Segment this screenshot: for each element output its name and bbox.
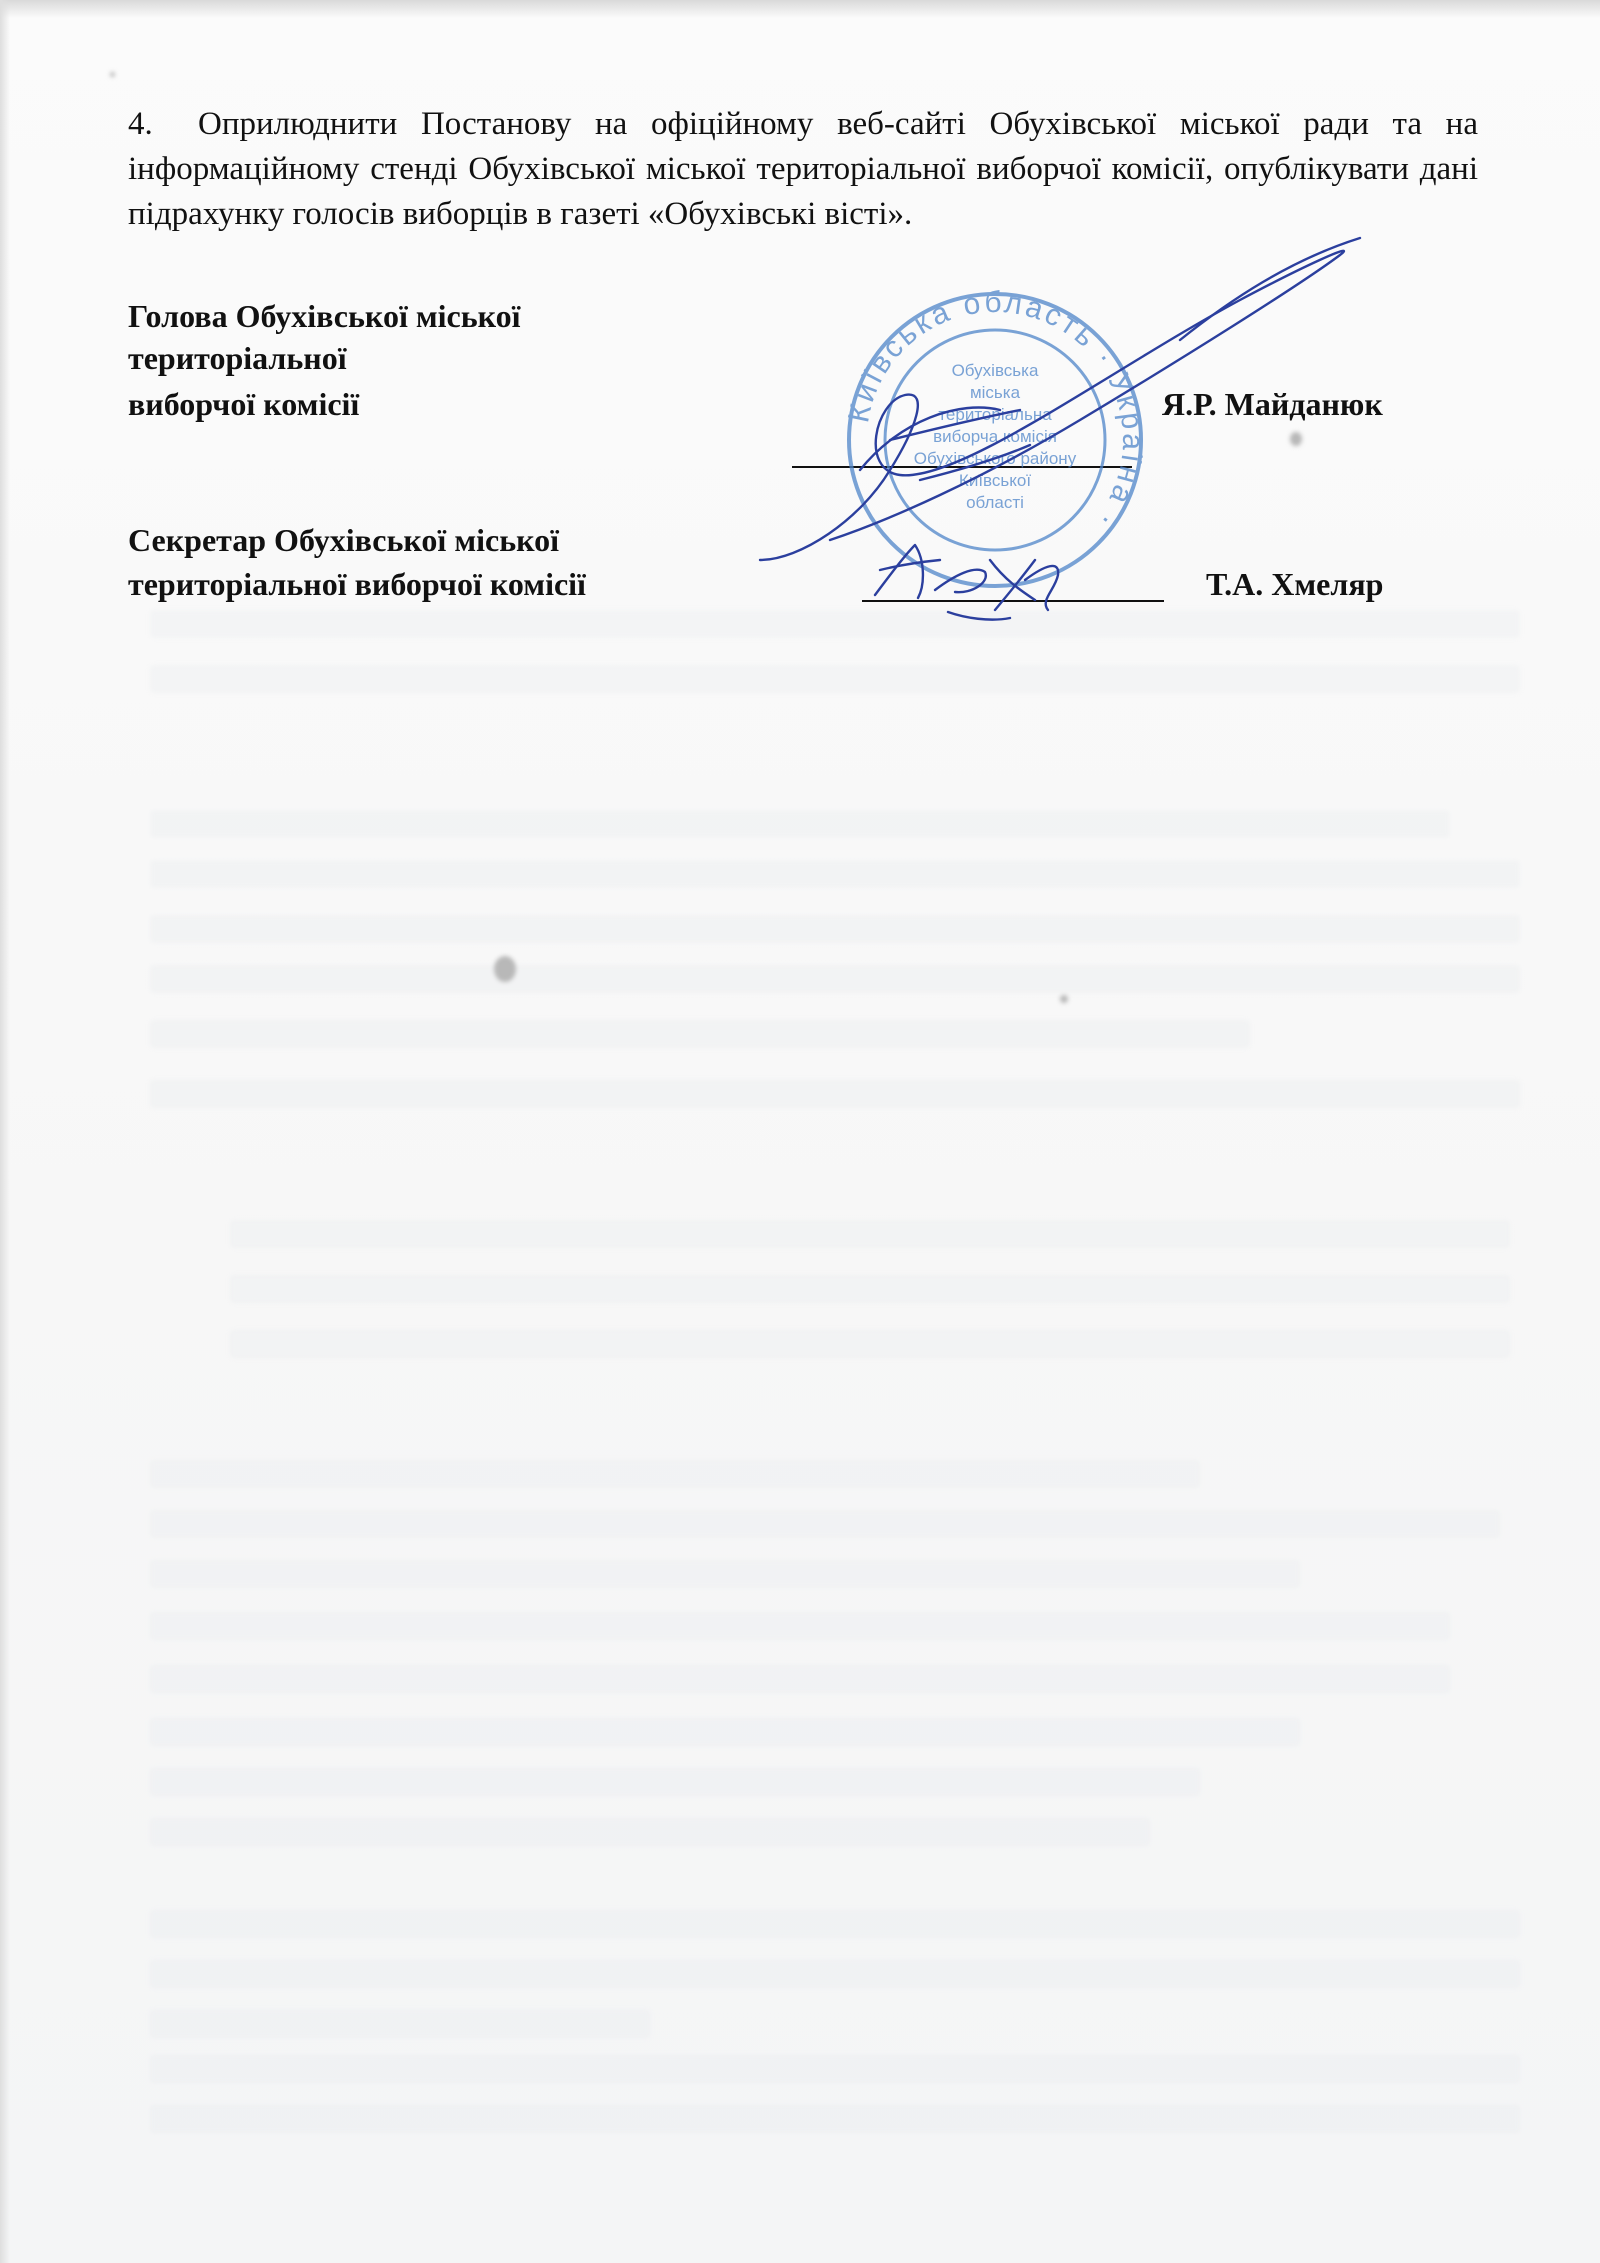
bleed-through-line: [230, 1330, 1510, 1358]
bleed-through-line: [150, 965, 1520, 993]
bleed-through-line: [150, 1460, 1200, 1488]
bleed-through-line: [150, 2105, 1520, 2133]
secretary-title-line2: територіальної виборчої комісії: [128, 566, 586, 602]
bleed-through-line: [150, 610, 1520, 638]
chair-signature-line: [792, 466, 1132, 468]
chair-title-line3: виборчої комісії: [128, 386, 360, 422]
bleed-through-line: [150, 915, 1520, 943]
secretary-signature-line: [862, 600, 1164, 602]
paragraph-number: 4.: [128, 106, 153, 142]
stamp-inner-ring: [885, 330, 1105, 550]
bleed-through-line: [150, 1020, 1250, 1048]
stamp-inner-line: Київської: [958, 471, 1032, 490]
bleed-through-line: [150, 1510, 1500, 1538]
secretary-signature: [875, 545, 1058, 620]
stamp-inner-line: виборча комісія: [933, 427, 1057, 446]
stamp-outer-ring: [849, 294, 1141, 586]
scan-speck: [110, 72, 115, 77]
scan-edge-top: [0, 0, 1600, 18]
bleed-through-line: [150, 1910, 1520, 1938]
bleed-through-line: [150, 2010, 650, 2038]
scan-speck: [1290, 432, 1302, 446]
chair-title-line2: територіальної: [128, 340, 347, 376]
bleed-through-line: [150, 1612, 1450, 1640]
stamp-inner-line: територіальна: [938, 405, 1052, 424]
chair-name: Я.Р. Майданюк: [1162, 386, 1383, 422]
secretary-title-line1: Секретар Обухівської міської: [128, 522, 560, 558]
paragraph-4: [128, 102, 1478, 237]
bleed-through-line: [150, 1818, 1150, 1846]
scan-speck: [494, 956, 516, 982]
stamp-inner-line: Обухівська: [951, 361, 1039, 380]
official-stamp: [842, 286, 1149, 586]
bleed-through-line: [150, 2055, 1520, 2083]
bleed-through-line: [150, 860, 1520, 888]
bleed-through-line: [150, 1560, 1300, 1588]
bleed-through-line: [230, 1220, 1510, 1248]
bleed-through-line: [150, 665, 1520, 693]
bleed-through-line: [150, 1768, 1200, 1796]
bleed-through-line: [150, 810, 1450, 838]
stamp-inner-line: міська: [969, 383, 1021, 402]
stamp-ring-text: Київська область · Україна ·: [842, 285, 1150, 537]
paragraph-text: Оприлюднити Постанову на офіційному веб-сайті Обухівської міської ради та на інформаційному стенді Обухівської міської територіальної виборчої комісії, опублікувати дані підрахунку голосів виборців в газеті «Обухівські вісті».: [128, 106, 1478, 232]
bleed-through-line: [230, 1275, 1510, 1303]
stamp-inner-line: Обухівського району: [913, 449, 1077, 468]
bleed-through-line: [150, 1665, 1450, 1693]
scan-speck: [1060, 995, 1068, 1003]
bleed-through-line: [150, 1080, 1520, 1108]
secretary-name: Т.А. Хмеляр: [1206, 566, 1384, 602]
bleed-through-line: [150, 1718, 1300, 1746]
scan-edge-left: [0, 0, 10, 2263]
chair-title-line1: Голова Обухівської міської: [128, 298, 521, 334]
stamp-inner-line: області: [966, 493, 1024, 512]
bleed-through-line: [150, 1960, 1520, 1988]
